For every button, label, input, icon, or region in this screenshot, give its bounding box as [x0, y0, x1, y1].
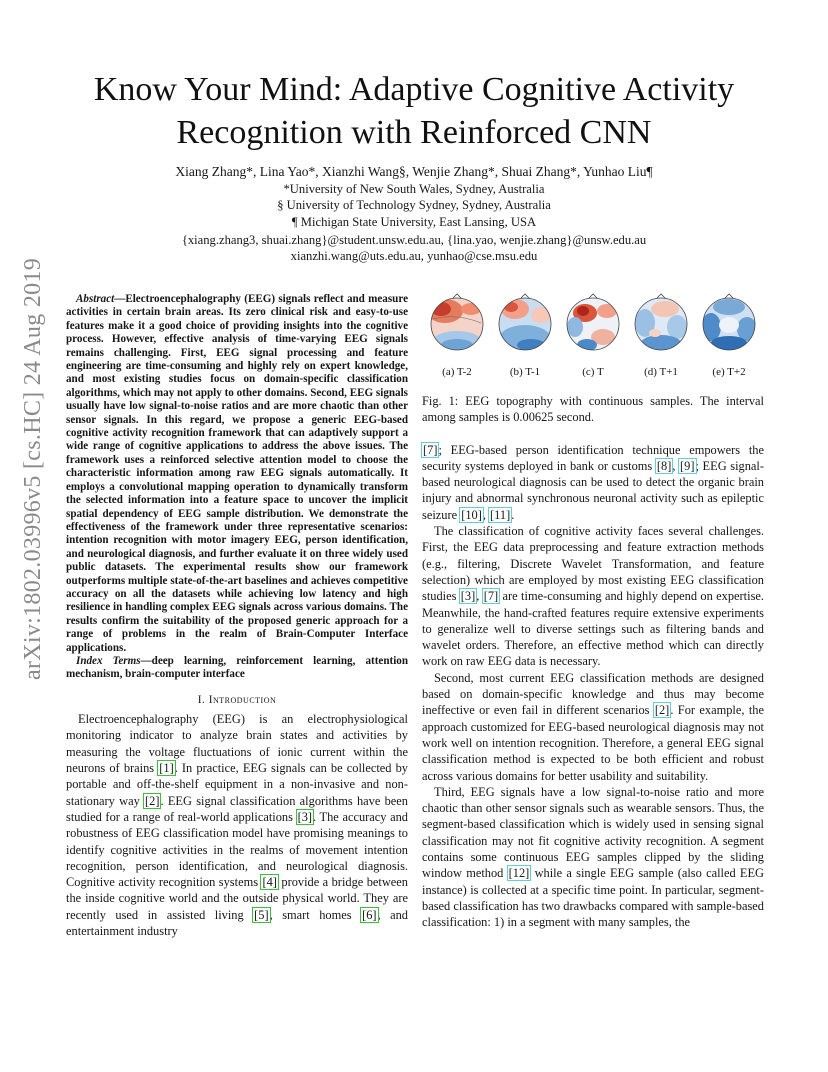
arxiv-stamp: arXiv:1802.03996v5 [cs.HC] 24 Aug 2019 [20, 257, 46, 680]
left-column [66, 293, 408, 939]
affiliation-unsw: *University of New South Wales, Sydney, Australia [283, 182, 545, 196]
subfigure-caption: (a) T-2 [442, 366, 472, 378]
topomap-image [699, 293, 759, 353]
figure-caption: Fig. 1: EEG topography with continuous samples. The interval among samples is 0.00625 second. [422, 394, 764, 425]
citation-link[interactable]: [12] [508, 866, 530, 881]
abstract [66, 293, 408, 655]
citation-link[interactable]: [3] [297, 809, 313, 824]
paragraph-text: . [511, 507, 515, 522]
citation-link[interactable]: [8] [656, 458, 672, 473]
citation-link[interactable]: [2] [654, 703, 670, 718]
abstract-lead: Abstract [76, 293, 115, 305]
email-line-1: {xiang.zhang3, shuai.zhang}@student.unsw.edu.au, {lina.yao, wenjie.zhang}@unsw.edu.au [181, 233, 647, 247]
abstract-text: —Electroencephalography (EEG) signals reflect and measure activities in certain brain areas. Its zero clinical risk and easy-to-use features make it a good choice of providing insights into the cognitive process. However, effective analysis of time-varying EEG signals remains challenging. First, EEG signal processing and feature engineering are time-consuming and highly rely on expert knowledge, and most existing studies focus on domain-specific classification algorithms, which may not apply to other domains. Second, EEG signals usually have low signal-to-noise ratios and are more chaotic than other sensor signals. In this regard, we propose a generic EEG-based cognitive activity recognition framework that can adaptively support a wide range of cognitive applications to address the above issues. The framework uses a reinforced selective attention model to choose the characteristic information among raw EEG signals automatically. It employs a convolutional mapping operation to dynamically transform the selected information into a feature space to uncover the implicit spatial dependency of EEG sample distribution. We demonstrate the effectiveness of the framework under three representative scenarios: intention recognition with motor imagery EEG, person identification, and neurological diagnosis, and further evaluate it on three widely used public datasets. The experimental results show our framework outperforms multiple state-of-the-art baselines and achieves competitive accuracy on all the datasets while achieving low latency and high resilience in handling complex EEG signals across various domains. The results confirm the suitability of the proposed generic approach for a range of problems in the realm of Brain-Computer Interface applications. [66, 293, 408, 654]
subfigure-caption: (d) T+1 [644, 366, 678, 378]
paragraph-text: The classification of cognitive activity faces several challenges. First, the EEG data preprocessing and feature extraction methods (e.g., filtering, Discrete Wavelet Transformation, and feature selection) which are employed by most existing EEG classification studies [422, 524, 764, 604]
intro-paragraph [66, 711, 408, 939]
paragraph-text: . For example, the approach customized for EEG-based neurological diagnosis may not work well on intention recognition. Therefore, a general EEG signal classification method is expected to be both efficient and robust across various domains for better usability and suitability. [422, 703, 764, 783]
subfigure-caption: (e) T+2 [712, 366, 746, 378]
right-paragraph-4 [422, 784, 764, 931]
topomap-image [563, 293, 623, 353]
paragraph-text: , [672, 458, 680, 473]
topomap-image [495, 293, 555, 353]
topomap-a [424, 293, 490, 378]
right-column [422, 293, 764, 931]
email-line-2: xianzhi.wang@uts.edu.au, yunhao@cse.msu.edu [290, 249, 538, 263]
citation-link[interactable]: [7] [483, 589, 499, 604]
citation-link[interactable]: [4] [262, 875, 277, 890]
topomap-image [427, 293, 487, 353]
citation-link[interactable]: [2] [145, 793, 160, 808]
intro-text: . EEG signal classification algorithms have been studied for a range of real-world applications [66, 793, 408, 824]
subfigure-caption: (b) T-1 [509, 366, 541, 378]
paragraph-text: Third, EEG signals have a low signal-to-noise ratio and more chaotic than other sensor signals such as wearable sensors. Thus, the segment-based classification which is widely used in sensing signal classification may not fit cognitive activity recognition. A segment contains some continuous EEG samples clipped by the sliding window method [422, 784, 764, 881]
paragraph-text: ; EEG-based person identification technique empowers the security systems deployed in bank or customs [422, 442, 764, 473]
section-heading: I. Introduction [197, 693, 277, 706]
citation-link[interactable]: [11] [490, 507, 511, 522]
intro-text: . The accuracy and robustness of EEG classification model have promising meanings to identify cognitive activities in the realms of movement intention recognition, person identification, and neurological diagnosis. Cognitive activity recognition systems [66, 809, 408, 890]
right-paragraph-1 [422, 442, 764, 523]
index-terms [66, 655, 408, 682]
citation-link[interactable]: [10] [461, 507, 482, 522]
intro-text: , and entertainment industry [66, 907, 408, 939]
citation-link[interactable]: [3] [460, 589, 476, 604]
affiliation-uts: § University of Technology Sydney, Sydney, Australia [277, 198, 551, 212]
citation-link[interactable]: [6] [362, 907, 377, 922]
author-list: Xiang Zhang*, Lina Yao*, Xianzhi Wang§, Wenjie Zhang*, Shuai Zhang*, Yunhao Liu¶ [175, 164, 653, 179]
intro-text: provide a bridge between the inside cognitive world and the outside physical world. They are recently used in assisted living [66, 875, 408, 922]
citation-link[interactable]: [5] [254, 907, 269, 922]
paragraph-text: while a single EEG sample (also called EEG instance) is collected at a specific time point. In particular, segment-based classification has two drawbacks compared with sample-based classification: 1) in a segment with many samples, the [422, 866, 764, 930]
topomap-c [560, 293, 626, 378]
affiliation-msu: ¶ Michigan State University, East Lansing, USA [291, 215, 537, 229]
eeg-topography-figure [422, 293, 764, 385]
right-paragraph-2 [422, 523, 764, 670]
subfigure-caption: (c) T [582, 366, 604, 378]
citation-link[interactable]: [7] [423, 442, 438, 457]
right-paragraph-3 [422, 670, 764, 784]
intro-text: Electroencephalography (EEG) is an electrophysiological monitoring indicator to analyze brain states and activities by measuring the voltage fluctuations of ionic current within the neurons of brains [66, 712, 408, 776]
citation-link[interactable]: [1] [159, 761, 174, 776]
paragraph-text: , [482, 507, 490, 522]
paragraph-text: , [476, 589, 483, 604]
paragraph-text: Second, most current EEG classification methods are designed based on domain-specific knowledge and thus may become ineffective or even fail in different scenarios [422, 670, 764, 718]
topomap-image [631, 293, 691, 353]
topomap-e [696, 293, 762, 378]
paper-title: Know Your Mind: Adaptive Cognitive Activity Recognition with Reinforced CNN [93, 71, 735, 151]
index-terms-text: —deep learning, reinforcement learning, attention mechanism, brain-computer interface [66, 654, 408, 681]
paragraph-text: are time-consuming and highly depend on expertise. Meanwhile, the hand-crafted features require extensive experiments to generalize well to diverse settings such as filtering bands and wavelet orders. Therefore, an effective method which can directly work on raw EEG data is necessary. [422, 589, 764, 669]
topomap-d [628, 293, 694, 378]
citation-link[interactable]: [9] [680, 458, 695, 473]
index-terms-lead: Index Terms [76, 654, 141, 667]
intro-text: . In practice, EEG signals can be collected by portable and off-the-shelf equipment in a non-invasive and non-stationary way [66, 761, 409, 808]
topomap-b [492, 293, 558, 378]
paragraph-text: ; EEG signal-based neurological diagnosis can be used to detect the organic brain injury and abnormal synchronous neuronal activity such as epileptic seizure [422, 458, 764, 522]
intro-text: , smart homes [269, 907, 362, 922]
